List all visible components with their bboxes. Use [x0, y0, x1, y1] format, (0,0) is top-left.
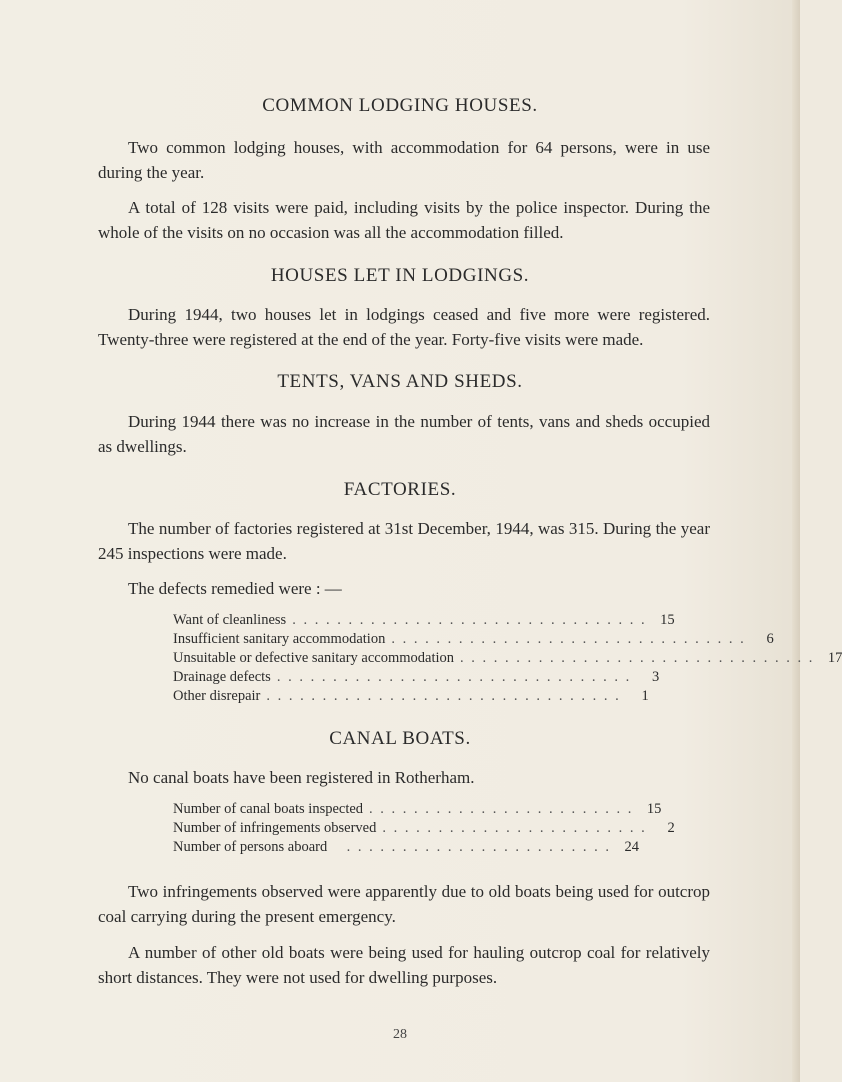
canal-boats-intro: No canal boats have been registered in Rotherham.: [128, 768, 475, 787]
houses-let-paragraph: During 1944, two houses let in lodgings ceased and five more were registered. Twenty-three were registered at the end of the year. Forty-five visits were made.: [98, 305, 710, 349]
defects-list: [173, 611, 842, 706]
defect-row: [173, 687, 649, 706]
canal-boats-paragraph-1: Two infringements observed were apparently due to old boats being used for outcrop coal carrying during the present emergency.: [98, 882, 710, 926]
canal-stat-value: 2: [667, 820, 675, 836]
defect-label: Insufficient sanitary accommodation: [173, 631, 386, 647]
defect-row: [173, 611, 675, 630]
leader-dots: . . . . . . . . . . . . . . . . . . . . . . . . . . . . . . . .: [266, 688, 621, 704]
canal-stat-row: [173, 800, 662, 819]
leader-dots: . . . . . . . . . . . . . . . . . . . . . . . . . . . . . . . .: [292, 612, 647, 628]
heading-canal-boats: CANAL BOATS.: [329, 728, 471, 749]
defect-value: 17: [827, 650, 842, 666]
leader-dots: . . . . . . . . . . . . . . . . . . . . . . . . . . . . . . . .: [460, 650, 815, 666]
leader-dots: . . . . . . . . . . . . . . . . . . . . . . . . . . . . . . . .: [276, 669, 632, 685]
common-lodging-paragraph-1: Two common lodging houses, with accommodation for 64 persons, were in use during the year.: [98, 138, 710, 182]
canal-stat-value: 24: [624, 839, 639, 855]
defect-label: Drainage defects: [173, 669, 271, 685]
canal-stat-row: [173, 838, 639, 857]
defect-row: [173, 649, 842, 668]
defect-row: [173, 630, 774, 649]
page-number: 28: [393, 1027, 407, 1042]
tents-paragraph: During 1944 there was no increase in the number of tents, vans and sheds occupied as dwellings.: [98, 412, 710, 456]
canal-stat-row: [173, 819, 675, 838]
defects-intro: The defects remedied were : —: [128, 579, 342, 598]
heading-common-lodging-houses: COMMON LODGING HOUSES.: [262, 95, 538, 116]
common-lodging-paragraph-2: A total of 128 visits were paid, including visits by the police inspector. During the whole of the visits on no occasion was all the accommodation filled.: [98, 198, 710, 242]
defect-row: [173, 668, 660, 687]
canal-boats-paragraph-2: A number of other old boats were being used for hauling outcrop coal for relatively short distances. They were not used for dwelling purposes.: [98, 943, 710, 987]
leader-dots: . . . . . . . . . . . . . . . . . . . . . . . . . . . . . . . .: [391, 631, 746, 647]
leader-dots: . . . . . . . . . . . . . . . . . . . . . . . .: [346, 839, 611, 855]
heading-houses-let-in-lodgings: HOUSES LET IN LODGINGS.: [270, 265, 530, 286]
canal-stat-label: Number of persons aboard: [173, 839, 328, 855]
defect-label: Unsuitable or defective sanitary accommodation: [173, 650, 455, 666]
heading-factories: FACTORIES.: [343, 479, 457, 500]
leader-dots: . . . . . . . . . . . . . . . . . . . . . . . .: [369, 801, 634, 817]
canal-stat-label: Number of infringements observed: [173, 820, 377, 836]
defect-label: Want of cleanliness: [173, 612, 287, 628]
defect-value: 1: [641, 688, 649, 704]
page-edge: [792, 0, 800, 1082]
defect-value: 6: [766, 631, 774, 647]
defect-label: Other disrepair: [173, 688, 261, 704]
canal-stats-list: [173, 800, 675, 857]
leader-dots: . . . . . . . . . . . . . . . . . . . . . . . .: [382, 820, 647, 836]
heading-tents-vans-sheds: TENTS, VANS AND SHEDS.: [277, 371, 523, 392]
canal-stat-value: 15: [646, 801, 662, 817]
canal-stat-label: Number of canal boats inspected: [173, 801, 364, 817]
factories-paragraph: The number of factories registered at 31st December, 1944, was 315. During the year 245 inspections were made.: [98, 519, 710, 563]
defect-value: 15: [660, 612, 675, 628]
defect-value: 3: [651, 669, 660, 685]
